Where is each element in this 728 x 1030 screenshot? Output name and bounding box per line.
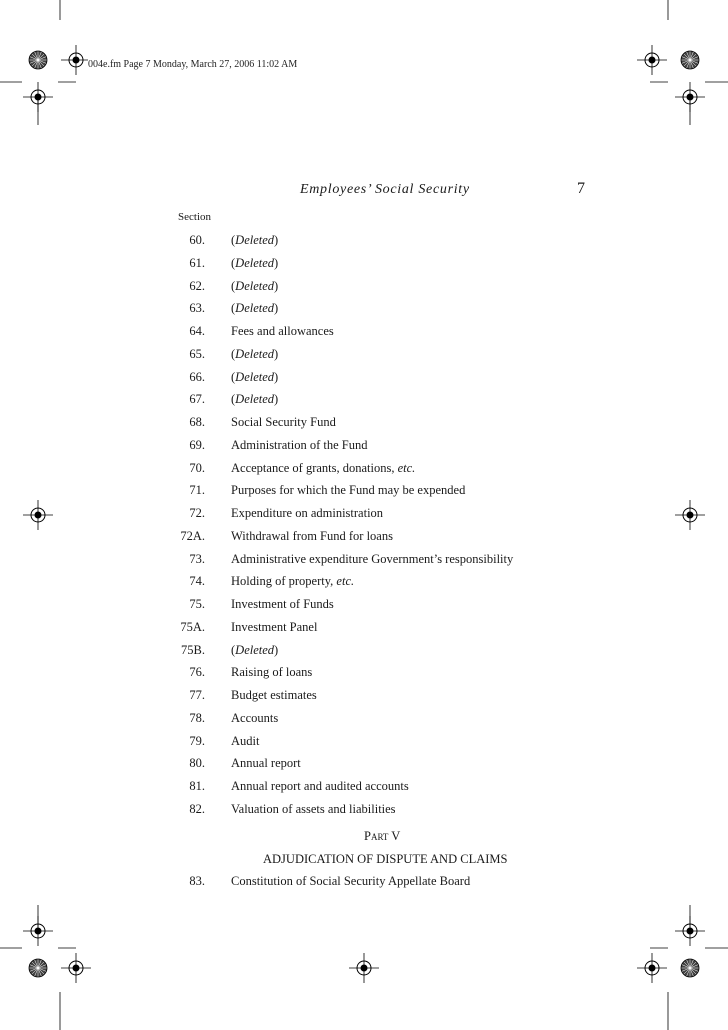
section-title: Constitution of Social Security Appellate Board: [231, 874, 471, 888]
running-title: Employees’ Social Security: [300, 182, 470, 197]
part-label: Part V: [364, 829, 401, 843]
section-title: Expenditure on administration: [231, 506, 384, 520]
section-number: 76.: [189, 665, 205, 680]
section-number: 72.: [189, 506, 205, 520]
section-number: 82.: [189, 801, 205, 816]
section-title: Withdrawal from Fund for loans: [231, 528, 393, 543]
section-number: 65.: [189, 346, 205, 361]
section-number: 81.: [189, 779, 205, 793]
part-subheading: ADJUDICATION OF DISPUTE AND CLAIMS: [263, 852, 508, 866]
section-number: 60.: [189, 233, 205, 247]
section-number: 67.: [189, 392, 205, 407]
section-title: (Deleted): [231, 642, 279, 657]
section-number: 72A.: [180, 528, 205, 543]
section-title: Fees and allowances: [231, 324, 334, 338]
section-number: 73.: [189, 551, 205, 566]
section-number: 80.: [189, 756, 205, 771]
section-number: 75.: [189, 597, 205, 611]
section-number: 66.: [189, 369, 205, 384]
section-number: 75B.: [181, 642, 205, 657]
section-title: Acceptance of grants, donations, etc.: [231, 460, 416, 475]
page-number: 7: [577, 180, 585, 197]
section-number: 64.: [189, 324, 205, 338]
section-title: (Deleted): [231, 233, 279, 247]
section-title: Administrative expenditure Government’s responsibility: [231, 551, 514, 566]
section-number: 70.: [189, 460, 205, 475]
section-number: 62.: [189, 278, 205, 293]
section-title: (Deleted): [231, 392, 279, 407]
section-number: 74.: [189, 574, 205, 589]
section-number: 78.: [189, 710, 205, 725]
section-title: (Deleted): [231, 255, 279, 270]
section-title: (Deleted): [231, 369, 279, 384]
section-title: (Deleted): [231, 301, 279, 316]
section-title: Holding of property, etc.: [231, 574, 355, 589]
section-title: (Deleted): [231, 278, 279, 293]
section-number: 69.: [189, 437, 205, 452]
section-title: Investment of Funds: [231, 597, 334, 611]
section-title: Annual report and audited accounts: [231, 779, 409, 793]
section-title: Valuation of assets and liabilities: [231, 801, 396, 816]
section-title: Audit: [231, 733, 260, 748]
section-title: Investment Panel: [231, 619, 318, 634]
section-column-label: Section: [178, 211, 211, 223]
part-heading: [364, 829, 400, 844]
section-title: Social Security Fund: [231, 415, 336, 429]
section-number: 75A.: [180, 619, 205, 634]
section-number: 61.: [189, 255, 205, 270]
section-title: Administration of the Fund: [231, 437, 368, 452]
print-slug: 004e.fm Page 7 Monday, March 27, 2006 11:02 AM: [88, 59, 298, 70]
section-number: 71.: [189, 483, 205, 498]
section-title: (Deleted): [231, 346, 279, 361]
section-number: 79.: [189, 733, 205, 748]
section-number: 68.: [189, 415, 205, 429]
section-title: Raising of loans: [231, 665, 313, 680]
section-number: 83.: [189, 874, 205, 888]
section-title: Purposes for which the Fund may be expended: [231, 483, 466, 498]
section-title: Budget estimates: [231, 688, 317, 702]
section-title: Annual report: [231, 756, 301, 771]
section-title: Accounts: [231, 710, 279, 725]
section-number: 77.: [189, 688, 205, 702]
section-number: 63.: [189, 301, 205, 316]
